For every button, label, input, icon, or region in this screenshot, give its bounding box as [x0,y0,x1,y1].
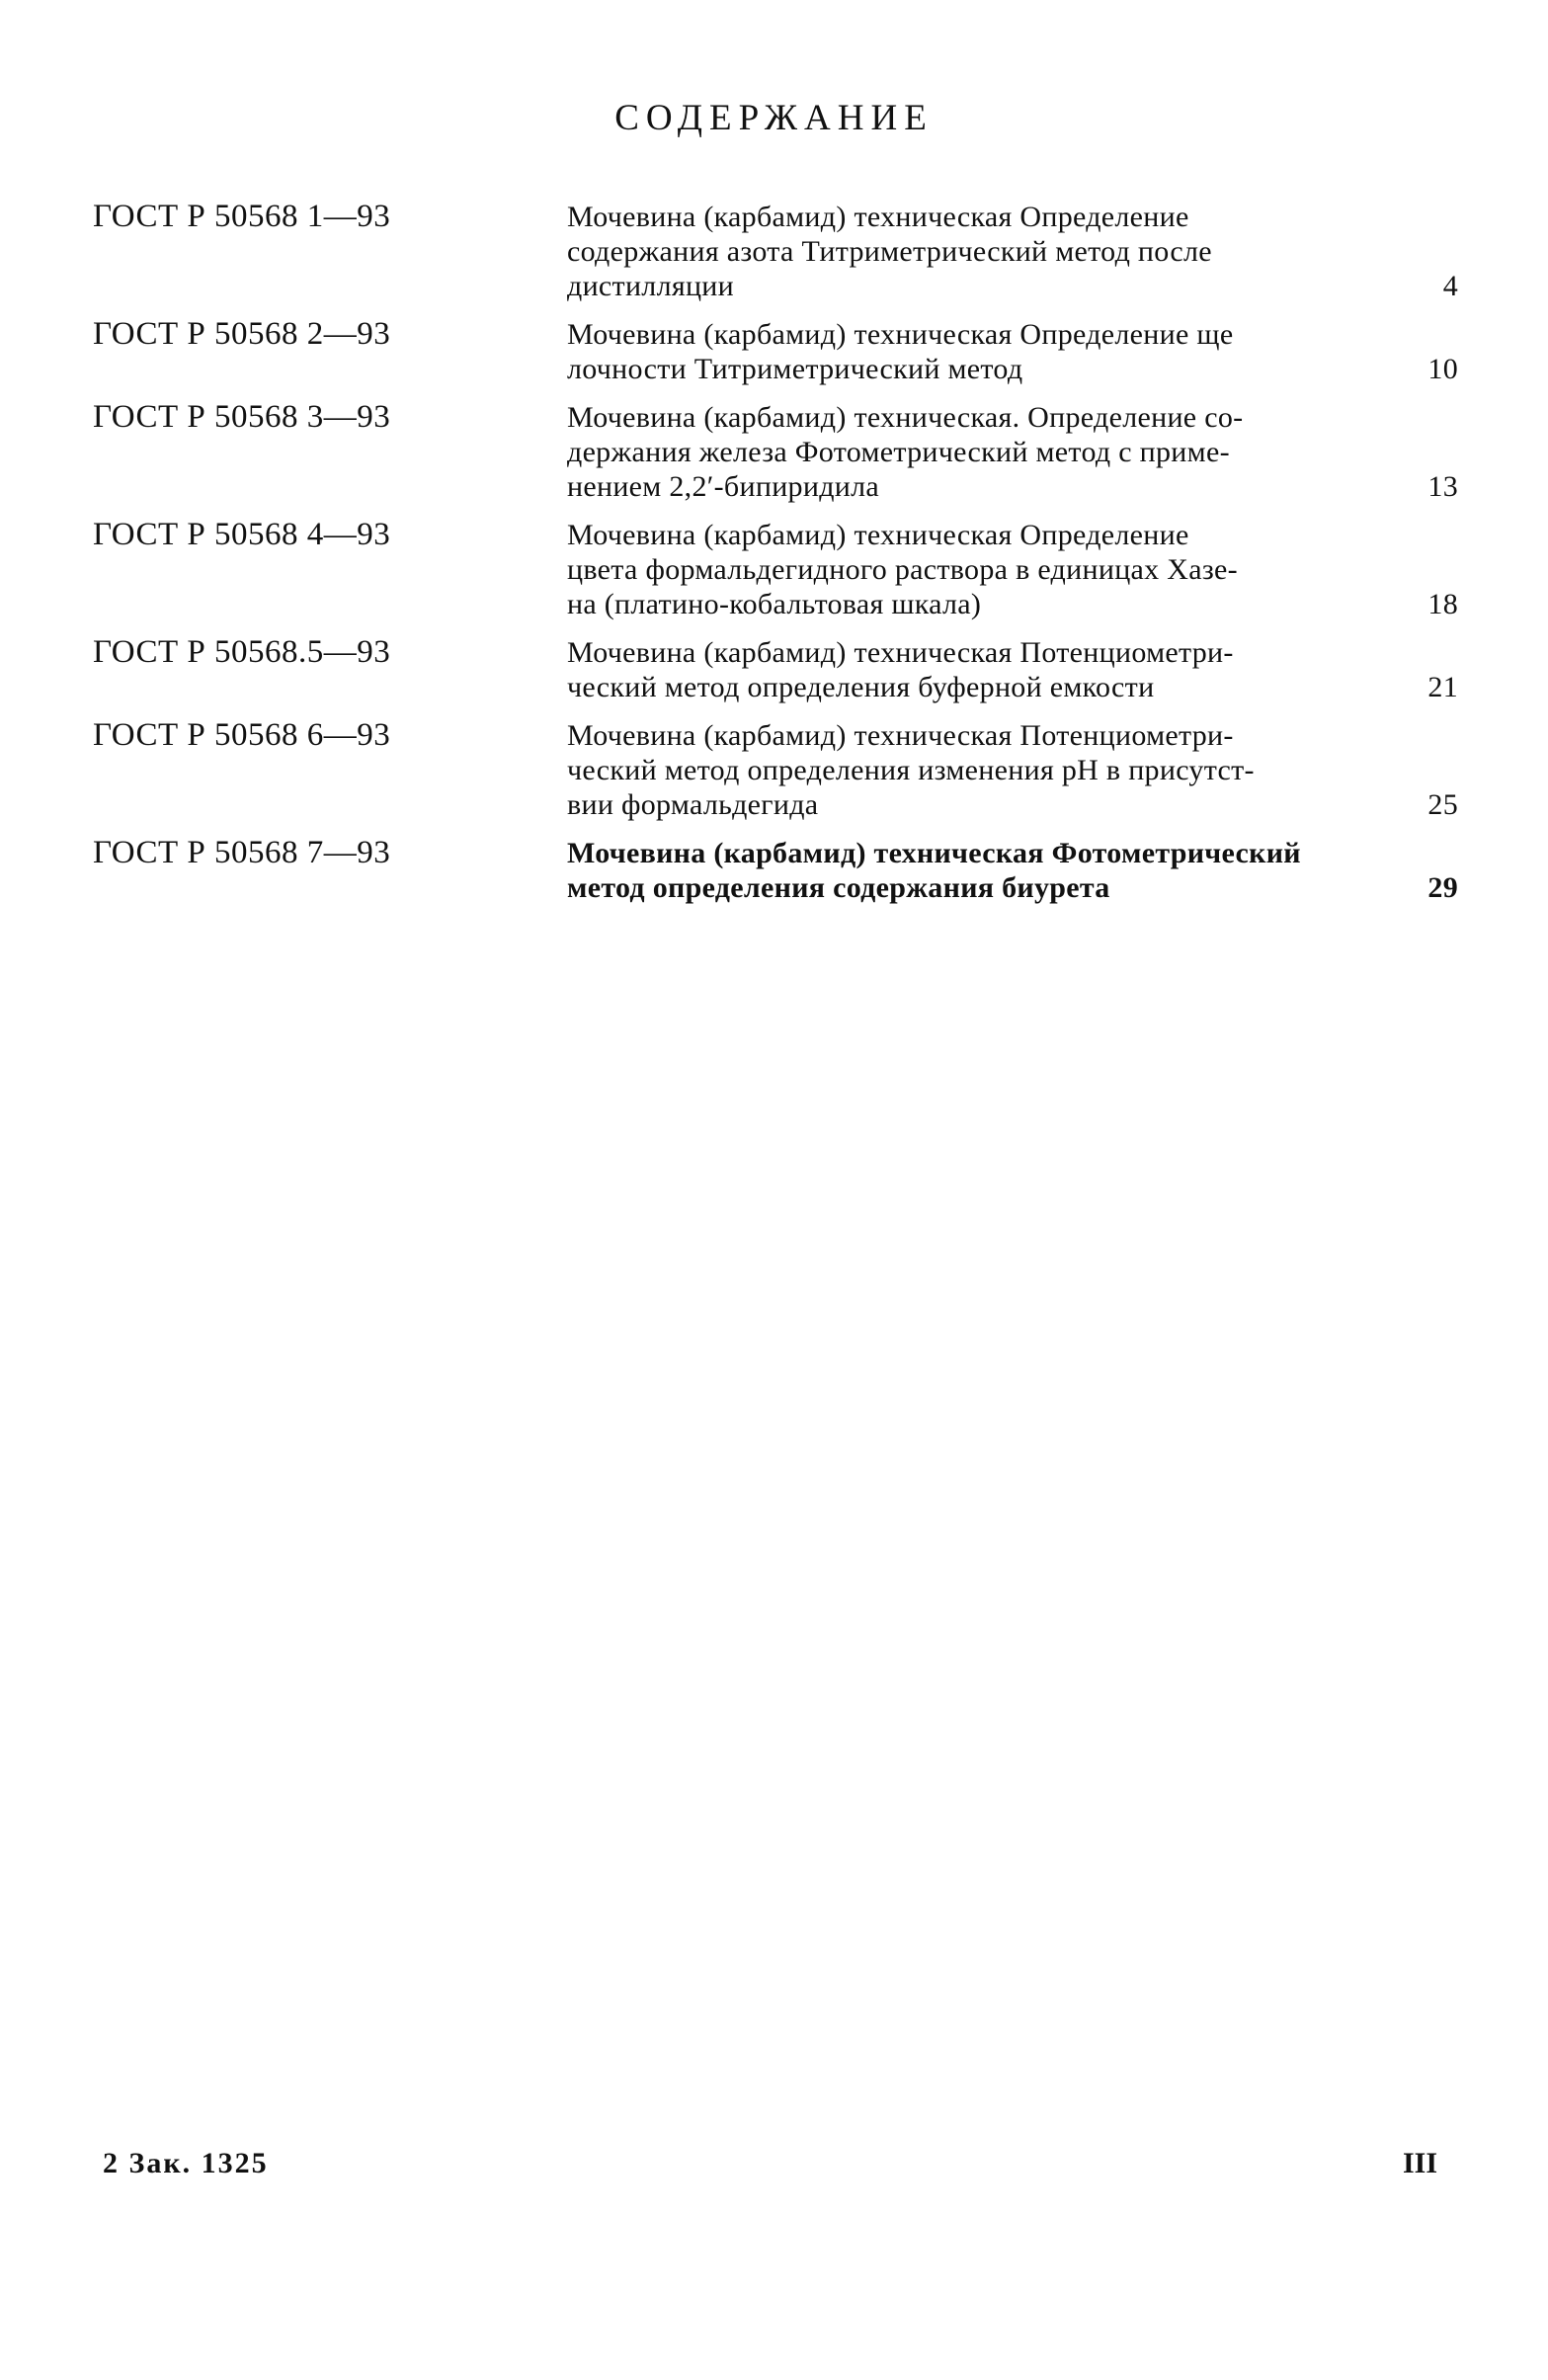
toc-entry-line: Мочевина (карбамид) техническая Определение [567,201,1189,233]
toc-entry-line-text: вии формальдегида [567,788,819,821]
footer-order-number: 2 Зак. 1325 [103,2147,269,2179]
toc-entry[interactable] [93,518,1476,621]
toc-entry-code: ГОСТ Р 50568 4—93 [93,517,391,552]
toc-entry-line: держания железа Фотометрический метод с приме- [567,436,1230,468]
table-of-contents [93,200,1476,919]
toc-entry-line: содержания азота Титриметрический метод после [567,235,1212,268]
toc-entry-line-text: метод определения содержания биурета [567,871,1110,904]
page-title: СОДЕРЖАНИЕ [614,98,934,138]
toc-entry-page: 25 [1427,788,1458,821]
toc-entry-page: 21 [1427,671,1458,703]
toc-entry-description [567,836,1458,905]
toc-entry-line-last [567,870,1458,905]
toc-entry-description [567,718,1458,822]
toc-entry-line-text: ческий метод определения буферной емкости [567,671,1155,703]
toc-entry-line-last [567,352,1458,386]
toc-entry-line-text: нением 2,2′-бипиридила [567,470,880,503]
toc-entry[interactable] [93,836,1476,905]
toc-entry-page: 18 [1427,588,1458,620]
toc-entry-line: Мочевина (карбамид) техническая Потенциометри- [567,719,1234,752]
toc-entry-line: ческий метод определения изменения рН в присутст- [567,754,1255,786]
toc-entry-description [567,200,1458,303]
toc-entry-description [567,317,1458,386]
toc-entry-code: ГОСТ Р 50568 6—93 [93,717,391,753]
toc-entry[interactable] [93,718,1476,822]
toc-entry-line-last [567,469,1458,504]
toc-entry-line-last [567,587,1458,621]
toc-entry-line-text: лочности Титриметрический метод [567,353,1023,385]
toc-entry-page: 4 [1442,270,1458,302]
toc-entry-code: ГОСТ Р 50568.5—93 [93,634,391,670]
toc-entry-line-text: на (платино-кобальтовая шкала) [567,588,982,620]
toc-entry-code: ГОСТ Р 50568 1—93 [93,199,391,234]
toc-entry[interactable] [93,400,1476,504]
toc-entry-line-last [567,670,1458,704]
toc-entry-line: Мочевина (карбамид) техническая. Определение со- [567,401,1244,434]
toc-entry-code: ГОСТ Р 50568 2—93 [93,316,391,352]
toc-entry-line: Мочевина (карбамид) техническая Фотометрический [567,837,1301,869]
toc-entry-page: 29 [1427,871,1458,904]
toc-entry-code: ГОСТ Р 50568 7—93 [93,835,391,870]
toc-entry-line: Мочевина (карбамид) техническая Определение [567,519,1189,551]
toc-entry-page: 10 [1427,353,1458,385]
toc-entry-description [567,400,1458,504]
toc-entry[interactable] [93,317,1476,386]
toc-entry-description [567,518,1458,621]
toc-entry-line-last [567,269,1458,303]
toc-entry-line: цвета формальдегидного раствора в единицах Хазе- [567,553,1238,586]
footer-page-number: III [1403,2147,1438,2179]
toc-entry-line: Мочевина (карбамид) техническая Определение ще [567,318,1234,351]
toc-entry[interactable] [93,635,1476,704]
toc-entry-line: Мочевина (карбамид) техническая Потенциометри- [567,636,1234,669]
toc-entry-line-text: дистилляции [567,270,735,302]
toc-entry-line-last [567,787,1458,822]
toc-entry-description [567,635,1458,704]
toc-entry-page: 13 [1427,470,1458,503]
toc-entry-code: ГОСТ Р 50568 3—93 [93,399,391,435]
toc-entry[interactable] [93,200,1476,303]
